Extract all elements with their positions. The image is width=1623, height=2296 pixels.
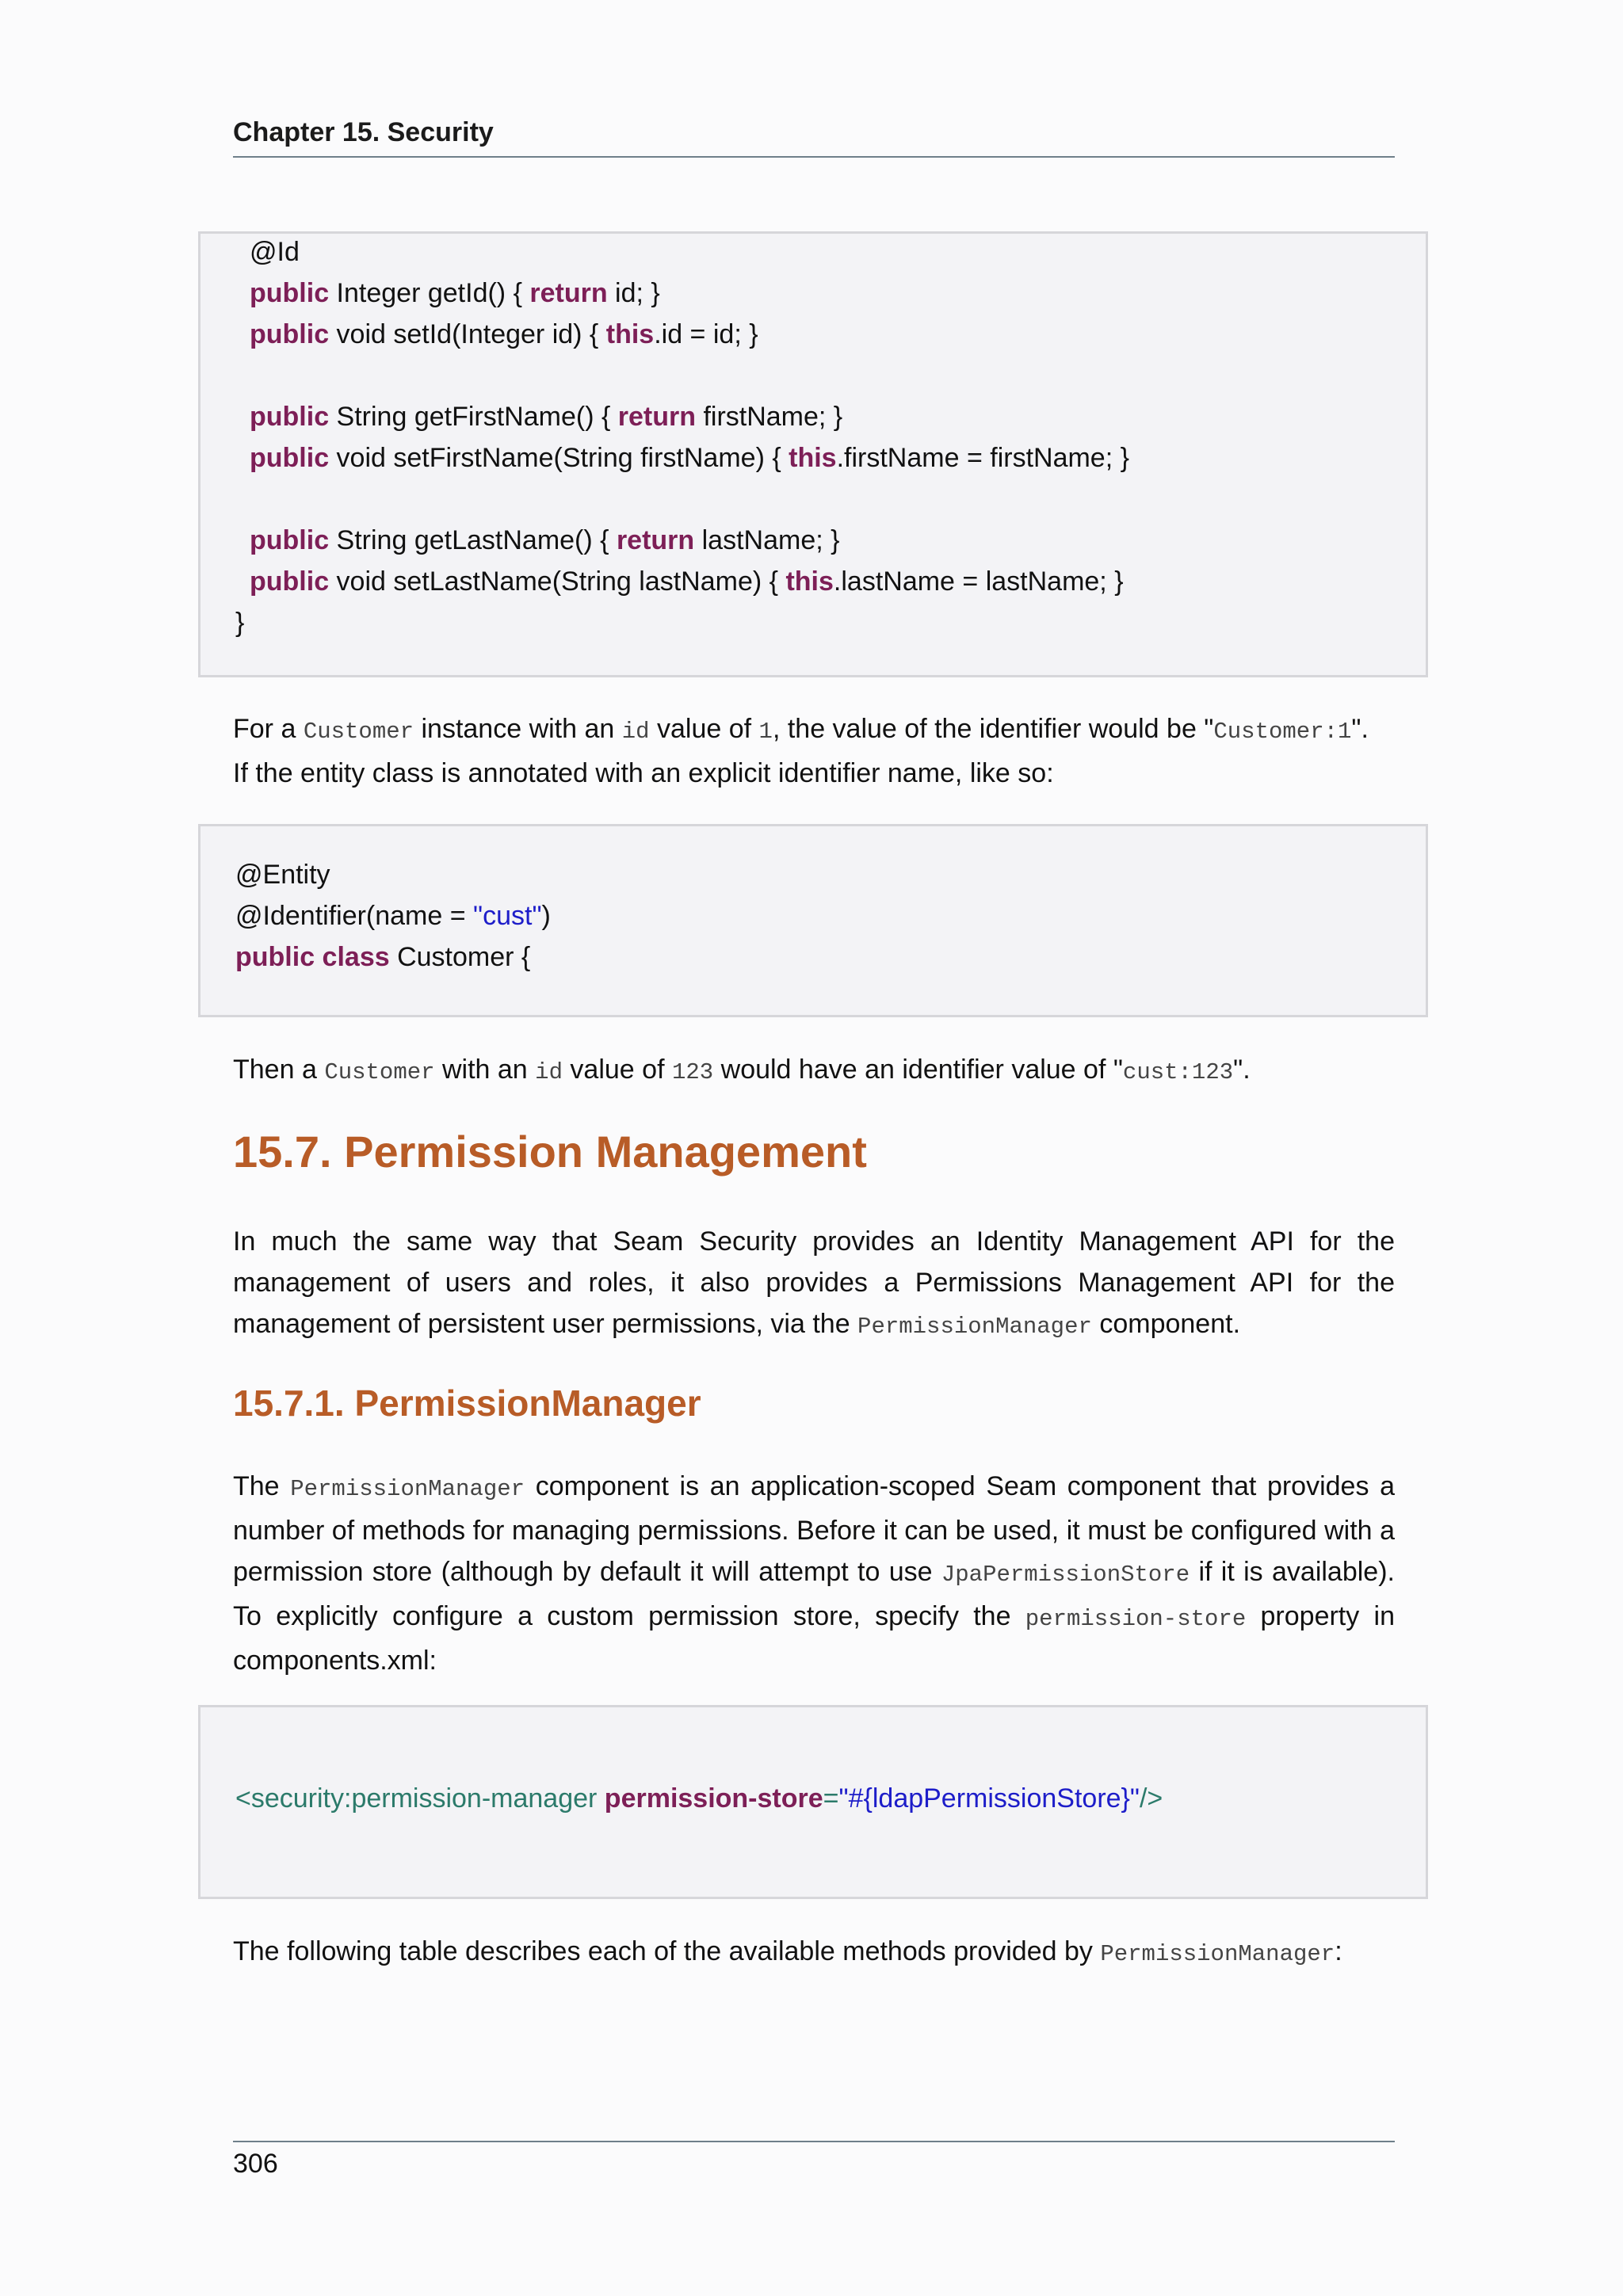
chapter-title: Chapter 15. Security bbox=[233, 117, 494, 147]
footer-rule bbox=[233, 2141, 1395, 2142]
paragraph-permission-intro: In much the same way that Seam Security provides an Identity Management API for the management of users and roles, it also provides a Permissions Management API for the management of persistent user permissions, via the PermissionManager component. bbox=[233, 1226, 1395, 1340]
inline-code: cust:123 bbox=[1122, 1059, 1234, 1085]
inline-code: id bbox=[621, 719, 650, 745]
inline-code: 1 bbox=[758, 719, 773, 745]
paragraph-permission-manager: The PermissionManager component is an application-scoped Seam component that provides a number of methods for managing permissions. Before it can be used, it must be configured with a permission store (although by default it will attempt to use JpaPermissionStore if it is available). To explicitly configure a custom permission store, specify the permission-store property in components.xml: bbox=[233, 1471, 1395, 1676]
header-rule bbox=[233, 156, 1395, 158]
inline-code: PermissionManager bbox=[1100, 1941, 1335, 1967]
code-line: @Identifier(name = "cust") bbox=[235, 901, 551, 931]
inline-code: JpaPermissionStore bbox=[941, 1562, 1190, 1588]
paragraph-identifier-example: For a Customer instance with an id value of 1, the value of the identifier would be "Customer:1". If the entity class is annotated with an explicit identifier name, like so: bbox=[233, 714, 1369, 788]
code-line: public void setFirstName(String firstName) { this.firstName = firstName; } bbox=[250, 443, 1129, 473]
paragraph-table-intro: The following table describes each of the available methods provided by PermissionManager: bbox=[233, 1936, 1342, 1967]
code-line: public String getFirstName() { return firstName; } bbox=[250, 402, 843, 432]
subsection-heading: 15.7.1. PermissionManager bbox=[233, 1383, 701, 1424]
paragraph-identifier-value: Then a Customer with an id value of 123 would have an identifier value of "cust:123". bbox=[233, 1055, 1251, 1085]
inline-code: PermissionManager bbox=[857, 1314, 1092, 1340]
code-line: } bbox=[235, 608, 245, 638]
code-block-components-xml bbox=[198, 1705, 1428, 1899]
inline-code: Customer bbox=[324, 1059, 435, 1085]
section-heading: 15.7. Permission Management bbox=[233, 1127, 867, 1177]
code-line: @Id bbox=[250, 237, 300, 267]
inline-code: 123 bbox=[671, 1059, 714, 1085]
code-line: @Entity bbox=[235, 860, 330, 890]
code-line: public String getLastName() { return lastName; } bbox=[250, 525, 840, 555]
inline-code: permission-store bbox=[1025, 1606, 1247, 1632]
code-block-entity-annotation bbox=[198, 824, 1428, 1017]
page-number: 306 bbox=[233, 2149, 278, 2179]
inline-code: Customer bbox=[303, 719, 414, 745]
code-block-entity-getters bbox=[198, 231, 1428, 677]
inline-code: id bbox=[535, 1059, 563, 1085]
code-line: public void setId(Integer id) { this.id = id; } bbox=[250, 319, 758, 349]
inline-code: PermissionManager bbox=[290, 1476, 525, 1502]
inline-code: Customer:1 bbox=[1213, 719, 1352, 745]
code-line: public void setLastName(String lastName) { this.lastName = lastName; } bbox=[250, 566, 1124, 597]
code-line: public class Customer { bbox=[235, 942, 531, 972]
code-line: <security:permission-manager permission-store="#{ldapPermissionStore}"/> bbox=[235, 1783, 1163, 1814]
code-line: public Integer getId() { return id; } bbox=[250, 278, 660, 308]
